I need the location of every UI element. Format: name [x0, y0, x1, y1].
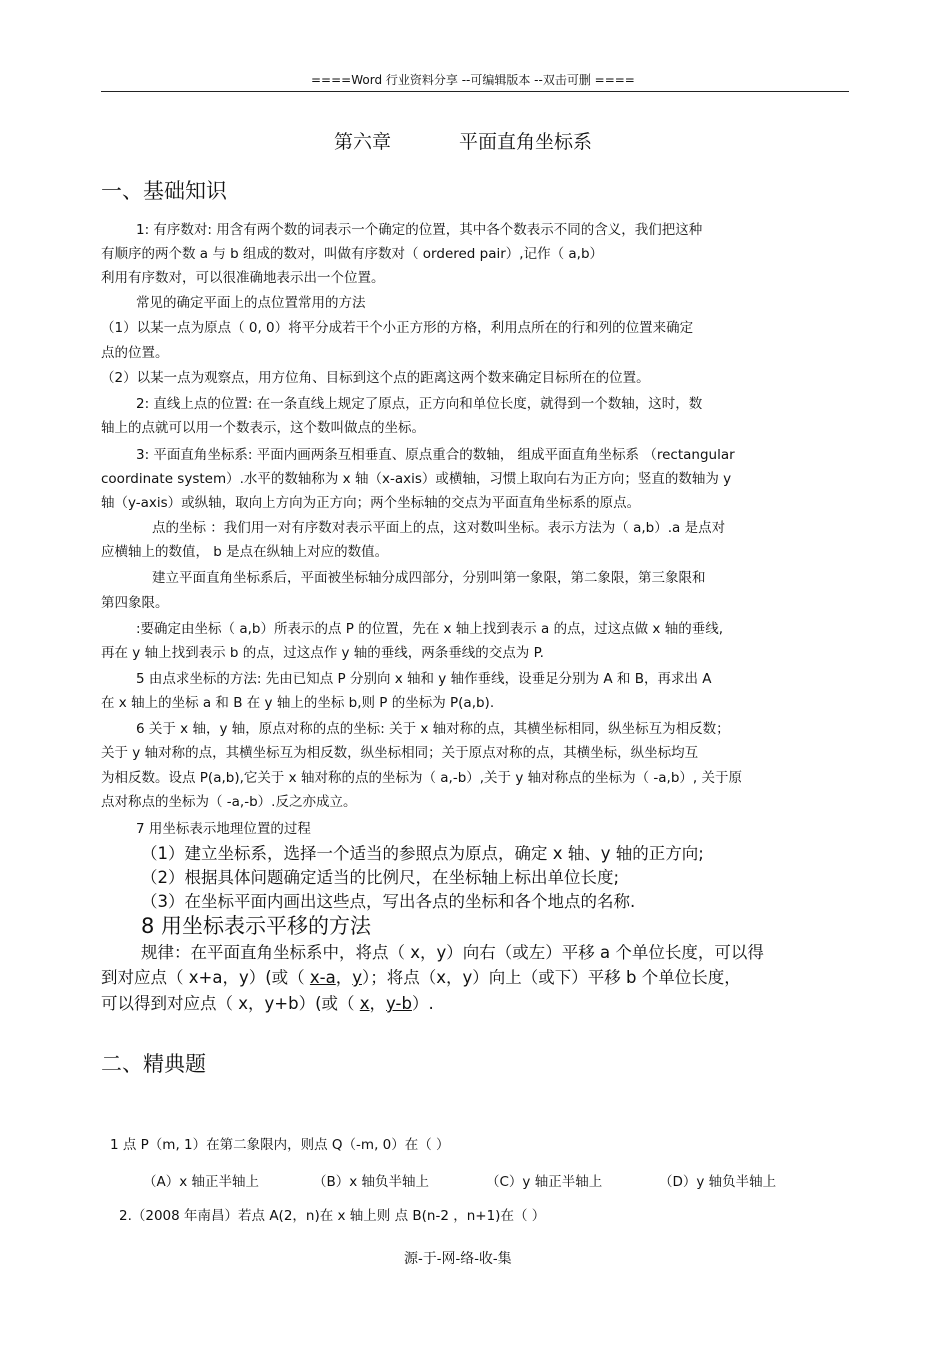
answer-blank: y-b [386, 994, 412, 1013]
step-line: （3）在坐标平面内画出这些点，写出各点的坐标和各个地点的名称. [141, 892, 636, 911]
text-line: 1: 有序数对: 用含有两个数的词表示一个确定的位置，其中各个数表示不同的含义，我们把这种 [136, 222, 703, 238]
question-2: 2.（2008 年南昌）若点 A(2，n)在 x 轴上则 点 B(n-2 ，n+1)在（ ） [119, 1208, 546, 1224]
chapter-title: 平面直角坐标系 [459, 131, 593, 153]
header-rule [101, 91, 849, 92]
chapter-number: 第六章 [334, 131, 392, 153]
text-line: 有顺序的两个数 a 与 b 组成的数对，叫做有序数对（ ordered pair）,记作（ a,b） [101, 246, 604, 262]
text-line: 点的位置。 [101, 345, 169, 361]
section-heading-exercises: 二、精典题 [101, 1052, 206, 1076]
text-line: 5 由点求坐标的方法: 先由已知点 P 分别向 x 轴和 y 轴作垂线，设垂足分别为 A 和 B，再求出 A [136, 671, 712, 687]
text-line: 第四象限。 [101, 595, 169, 611]
item-8-heading: 8 用坐标表示平移的方法 [141, 914, 372, 938]
rule-line-3 [101, 990, 434, 1014]
rule-text: ）；将点（x，y）向上（或下）平移 b 个单位长度， [362, 968, 741, 987]
answer-blank: x-a [309, 968, 336, 987]
page-footer: 源-于-网-络-收-集 [404, 1251, 512, 1267]
rule-text: ）. [411, 994, 434, 1013]
answer-blank: x [359, 994, 370, 1013]
option-d: （D）y 轴负半轴上 [659, 1174, 777, 1190]
text-line: 利用有序数对，可以很准确地表示出一个位置。 [101, 270, 385, 286]
text-line: 关于 y 轴对称的点，其横坐标互为相反数，纵坐标相同；关于原点对称的点，其横坐标，纵坐标均互 [101, 745, 699, 761]
text-line: 点对称点的坐标为（ -a,-b）.反之亦成立。 [101, 794, 357, 810]
text-line: 轴（y-axis）或纵轴，取向上方向为正方向；两个坐标轴的交点为平面直角坐标系的原点。 [101, 495, 641, 511]
text-line: （2）以某一点为观察点，用方位角、目标到这个点的距离这两个数来确定目标所在的位置。 [101, 370, 650, 386]
text-line: 在 x 轴上的坐标 a 和 B 在 y 轴上的坐标 b,则 P 的坐标为 P(a,b). [101, 695, 495, 711]
rule-text: ， [335, 968, 353, 987]
text-line: 建立平面直角坐标系后，平面被坐标轴分成四部分，分别叫第一象限，第二象限，第三象限和 [152, 570, 706, 586]
text-line: 轴上的点就可以用一个数表示，这个数叫做点的坐标。 [101, 420, 425, 436]
rule-line-1: 规律：在平面直角坐标系中，将点（ x，y）向右（或左）平移 a 个单位长度，可以得 [141, 943, 764, 962]
text-line: coordinate system）.水平的数轴称为 x 轴（x-axis）或横轴，习惯上取向右为正方向；竖直的数轴为 y [101, 471, 732, 487]
rule-text: 可以得到对应点（ x，y+b）(或（ [101, 994, 360, 1013]
text-line: 点的坐标 ：我们用一对有序数对表示平面上的点，这对数叫坐标。表示方法为（ a,b）.a 是点对 [152, 520, 726, 536]
option-c: （C）y 轴正半轴上 [486, 1174, 603, 1190]
text-line: 应横轴上的数值， b 是点在纵轴上对应的数值。 [101, 544, 389, 560]
text-line: 6 关于 x 轴，y 轴，原点对称的点的坐标: 关于 x 轴对称的点，其横坐标相同，纵坐标互为相反数； [136, 721, 730, 737]
text-line: 7 用坐标表示地理位置的过程 [136, 821, 311, 837]
text-line: :要确定由坐标（ a,b）所表示的点 P 的位置，先在 x 轴上找到表示 a 的点，过这点做 x 轴的垂线, [136, 621, 723, 637]
answer-blank: y [352, 968, 363, 987]
step-line: （1）建立坐标系，选择一个适当的参照点为原点，确定 x 轴、y 轴的正方向; [141, 844, 704, 863]
page-header: ====Word 行业资料分享 --可编辑版本 --双击可删 ==== [311, 73, 635, 87]
rule-text: ， [369, 994, 387, 1013]
rule-text: 到对应点（ x+a，y）(或（ [101, 968, 310, 987]
option-b: （B）x 轴负半轴上 [313, 1174, 430, 1190]
text-line: 为相反数。设点 P(a,b),它关于 x 轴对称的点的坐标为（ a,-b）,关于 y 轴对称点的坐标为（ -a,b）, 关于原 [101, 770, 742, 786]
section-heading-basics: 一、基础知识 [101, 179, 227, 203]
question-1: 1 点 P（m, 1）在第二象限内，则点 Q（-m, 0）在（ ） [110, 1137, 450, 1153]
step-line: （2）根据具体问题确定适当的比例尺，在坐标轴上标出单位长度; [141, 868, 620, 887]
text-line: 2: 直线上点的位置: 在一条直线上规定了原点，正方向和单位长度，就得到一个数轴，这时，数 [136, 396, 703, 412]
text-line: 再在 y 轴上找到表示 b 的点，过这点作 y 轴的垂线，两条垂线的交点为 P. [101, 645, 544, 661]
text-line: 3: 平面直角坐标系: 平面内画两条互相垂直、原点重合的数轴， 组成平面直角坐标系 （rectangular [136, 447, 735, 463]
option-a: （A）x 轴正半轴上 [143, 1174, 260, 1190]
text-line: 常见的确定平面上的点位置常用的方法 [136, 295, 366, 311]
rule-line-2 [101, 964, 741, 988]
text-line: （1）以某一点为原点（ 0, 0）将平分成若干个小正方形的方格，利用点所在的行和列的位置来确定 [101, 320, 694, 336]
